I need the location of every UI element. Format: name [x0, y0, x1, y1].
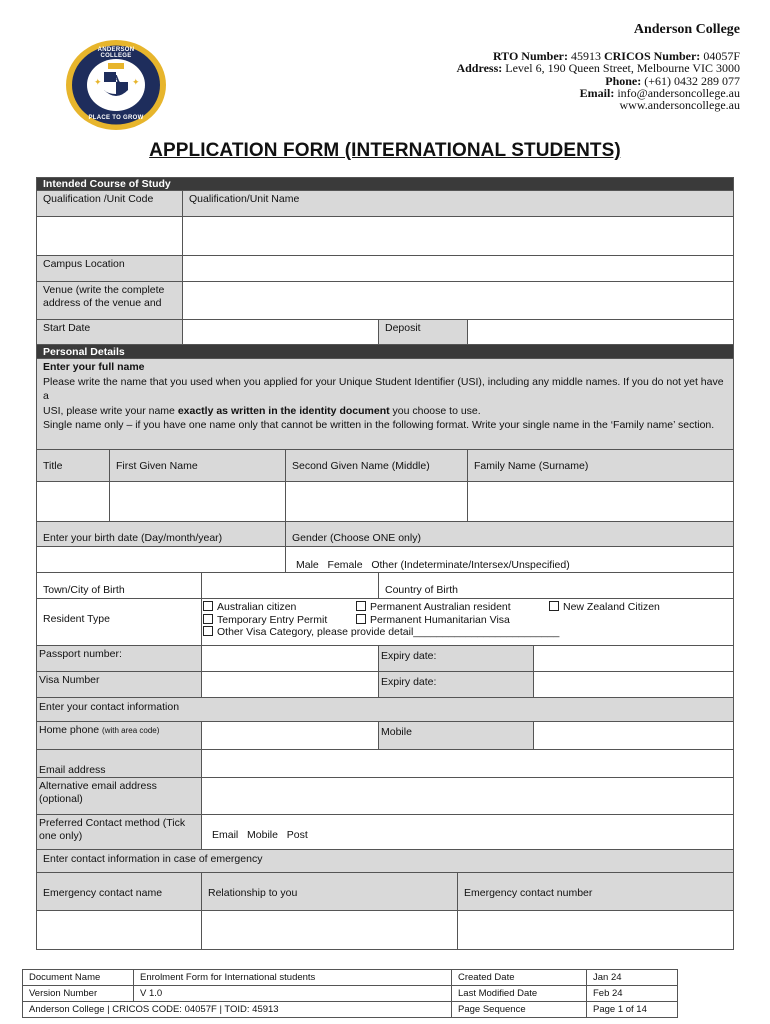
alt-email-label: Alternative email address (optional): [36, 777, 202, 815]
birth-date-label: Enter your birth date (Day/month/year): [36, 521, 286, 547]
pref-method-label: Preferred Contact method (Tick one only): [36, 814, 202, 850]
passport-expiry-input[interactable]: [533, 645, 734, 672]
logo-text-top: ANDERSON COLLEGE: [97, 47, 135, 59]
visa-label: Visa Number: [36, 671, 202, 698]
title-label: Title: [36, 449, 110, 482]
res-hum-option[interactable]: Permanent Humanitarian Visa: [356, 614, 510, 627]
college-name: Anderson College: [633, 22, 740, 37]
address-line: Address: Level 6, 190 Queen Street, Melbourne VIC 3000: [456, 61, 740, 75]
email-label: Email address: [36, 749, 202, 778]
qual-code-input[interactable]: [36, 216, 183, 256]
start-date-input[interactable]: [182, 319, 379, 345]
pref-post-option[interactable]: Post: [286, 829, 308, 841]
contact-heading: Enter your contact information: [36, 697, 734, 722]
campus-label: Campus Location: [36, 255, 183, 282]
second-name-label: Second Given Name (Middle): [285, 449, 468, 482]
website-line: www.andersoncollege.au: [619, 98, 740, 112]
svg-text:✦: ✦: [132, 77, 140, 87]
mobile-input[interactable]: [533, 721, 734, 750]
gender-options: [285, 546, 734, 573]
campus-input[interactable]: [182, 255, 734, 282]
resident-type-label: Resident Type: [36, 598, 202, 646]
logo-text-bottom: PLACE TO GROW: [88, 115, 144, 121]
gender-label: Gender (Choose ONE only): [285, 521, 734, 547]
footer-version-value: V 1.0: [133, 985, 452, 1002]
res-pr-option[interactable]: Permanent Australian resident: [356, 601, 511, 614]
footer-page-seq-value: Page 1 of 14: [586, 1001, 678, 1018]
footer-version-label: Version Number: [22, 985, 134, 1002]
footer-doc-name-value: Enrolment Form for International students: [133, 969, 452, 986]
visa-input[interactable]: [201, 671, 379, 698]
footer-page-seq-label: Page Sequence: [451, 1001, 587, 1018]
email-input[interactable]: [201, 749, 734, 778]
form-title: APPLICATION FORM (INTERNATIONAL STUDENTS): [149, 140, 621, 161]
second-name-input[interactable]: [285, 481, 468, 522]
footer-created-label: Created Date: [451, 969, 587, 986]
college-logo: [64, 38, 168, 132]
country-label: Country of Birth: [378, 572, 734, 599]
first-name-input[interactable]: [109, 481, 286, 522]
footer-modified-label: Last Modified Date: [451, 985, 587, 1002]
phone-line: Phone: (+61) 0432 289 077: [605, 74, 740, 88]
qual-code-label: Qualification /Unit Code: [36, 190, 183, 217]
visa-expiry-label: Expiry date:: [378, 671, 534, 698]
emergency-relationship-input[interactable]: [201, 910, 458, 950]
res-au-option[interactable]: Australian citizen: [203, 601, 296, 614]
emergency-name-label: Emergency contact name: [36, 872, 202, 911]
email-line: Email: info@andersoncollege.au: [579, 86, 740, 100]
deposit-input[interactable]: [467, 319, 734, 345]
section-intended-course: Intended Course of Study: [36, 177, 734, 191]
passport-expiry-label: Expiry date:: [378, 645, 534, 672]
emergency-number-label: Emergency contact number: [457, 872, 734, 911]
rto-line: RTO Number: 45913 CRICOS Number: 04057F: [492, 49, 740, 63]
family-name-label: Family Name (Surname): [467, 449, 734, 482]
res-temp-option[interactable]: Temporary Entry Permit: [203, 614, 327, 627]
passport-label: Passport number:: [36, 645, 202, 672]
qual-name-input[interactable]: [182, 216, 734, 256]
gender-female-option[interactable]: Female: [327, 559, 363, 571]
qual-name-label: Qualification/Unit Name: [182, 190, 734, 217]
footer-org: Anderson College | CRICOS CODE: 04057F | TOID: 45913: [22, 1001, 452, 1018]
gender-male-option[interactable]: Male: [296, 559, 319, 571]
start-date-label: Start Date: [36, 319, 183, 345]
venue-label: Venue (write the complete address of the venue and: [36, 281, 183, 320]
town-label: Town/City of Birth: [36, 572, 202, 599]
emergency-name-input[interactable]: [36, 910, 202, 950]
emergency-number-input[interactable]: [457, 910, 734, 950]
pref-email-option[interactable]: Email: [212, 829, 239, 841]
family-name-input[interactable]: [467, 481, 734, 522]
home-phone-input[interactable]: [201, 721, 379, 750]
venue-input[interactable]: [182, 281, 734, 320]
gender-other-option[interactable]: Other (Indeterminate/Intersex/Unspecified): [371, 559, 570, 571]
footer-modified-value: Feb 24: [586, 985, 678, 1002]
svg-text:✦: ✦: [94, 77, 102, 87]
title-input[interactable]: [36, 481, 110, 522]
logo-letter: A: [112, 73, 120, 85]
deposit-label: Deposit: [378, 319, 468, 345]
emergency-relationship-label: Relationship to you: [201, 872, 458, 911]
alt-email-input[interactable]: [201, 777, 734, 815]
visa-expiry-input[interactable]: [533, 671, 734, 698]
name-instructions: Enter your full name Please write the name that you used when you applied for your Unique Student Identifier (USI), including any middle names. If you do not yet have a USI, please write your name exactly as written in the identity document you choose to use. Single name only – if you have one name only that cannot be written in the following format. Write your single name in the ‘Family name’ section.: [36, 358, 734, 450]
passport-input[interactable]: [201, 645, 379, 672]
footer-doc-name-label: Document Name: [22, 969, 134, 986]
footer-created-value: Jan 24: [586, 969, 678, 986]
pref-mobile-option[interactable]: Mobile: [247, 829, 278, 841]
res-nz-option[interactable]: New Zealand Citizen: [549, 601, 660, 614]
pref-method-options: [201, 814, 734, 850]
section-personal-details: Personal Details: [36, 344, 734, 359]
home-phone-label: Home phone (with area code): [36, 721, 202, 750]
emergency-heading: Enter contact information in case of emergency: [36, 849, 734, 873]
res-other-option[interactable]: Other Visa Category, please provide detail_________________________: [203, 626, 559, 639]
birth-date-input[interactable]: [36, 546, 286, 573]
first-name-label: First Given Name: [109, 449, 286, 482]
town-input[interactable]: [201, 572, 379, 599]
mobile-label: Mobile: [378, 721, 534, 750]
